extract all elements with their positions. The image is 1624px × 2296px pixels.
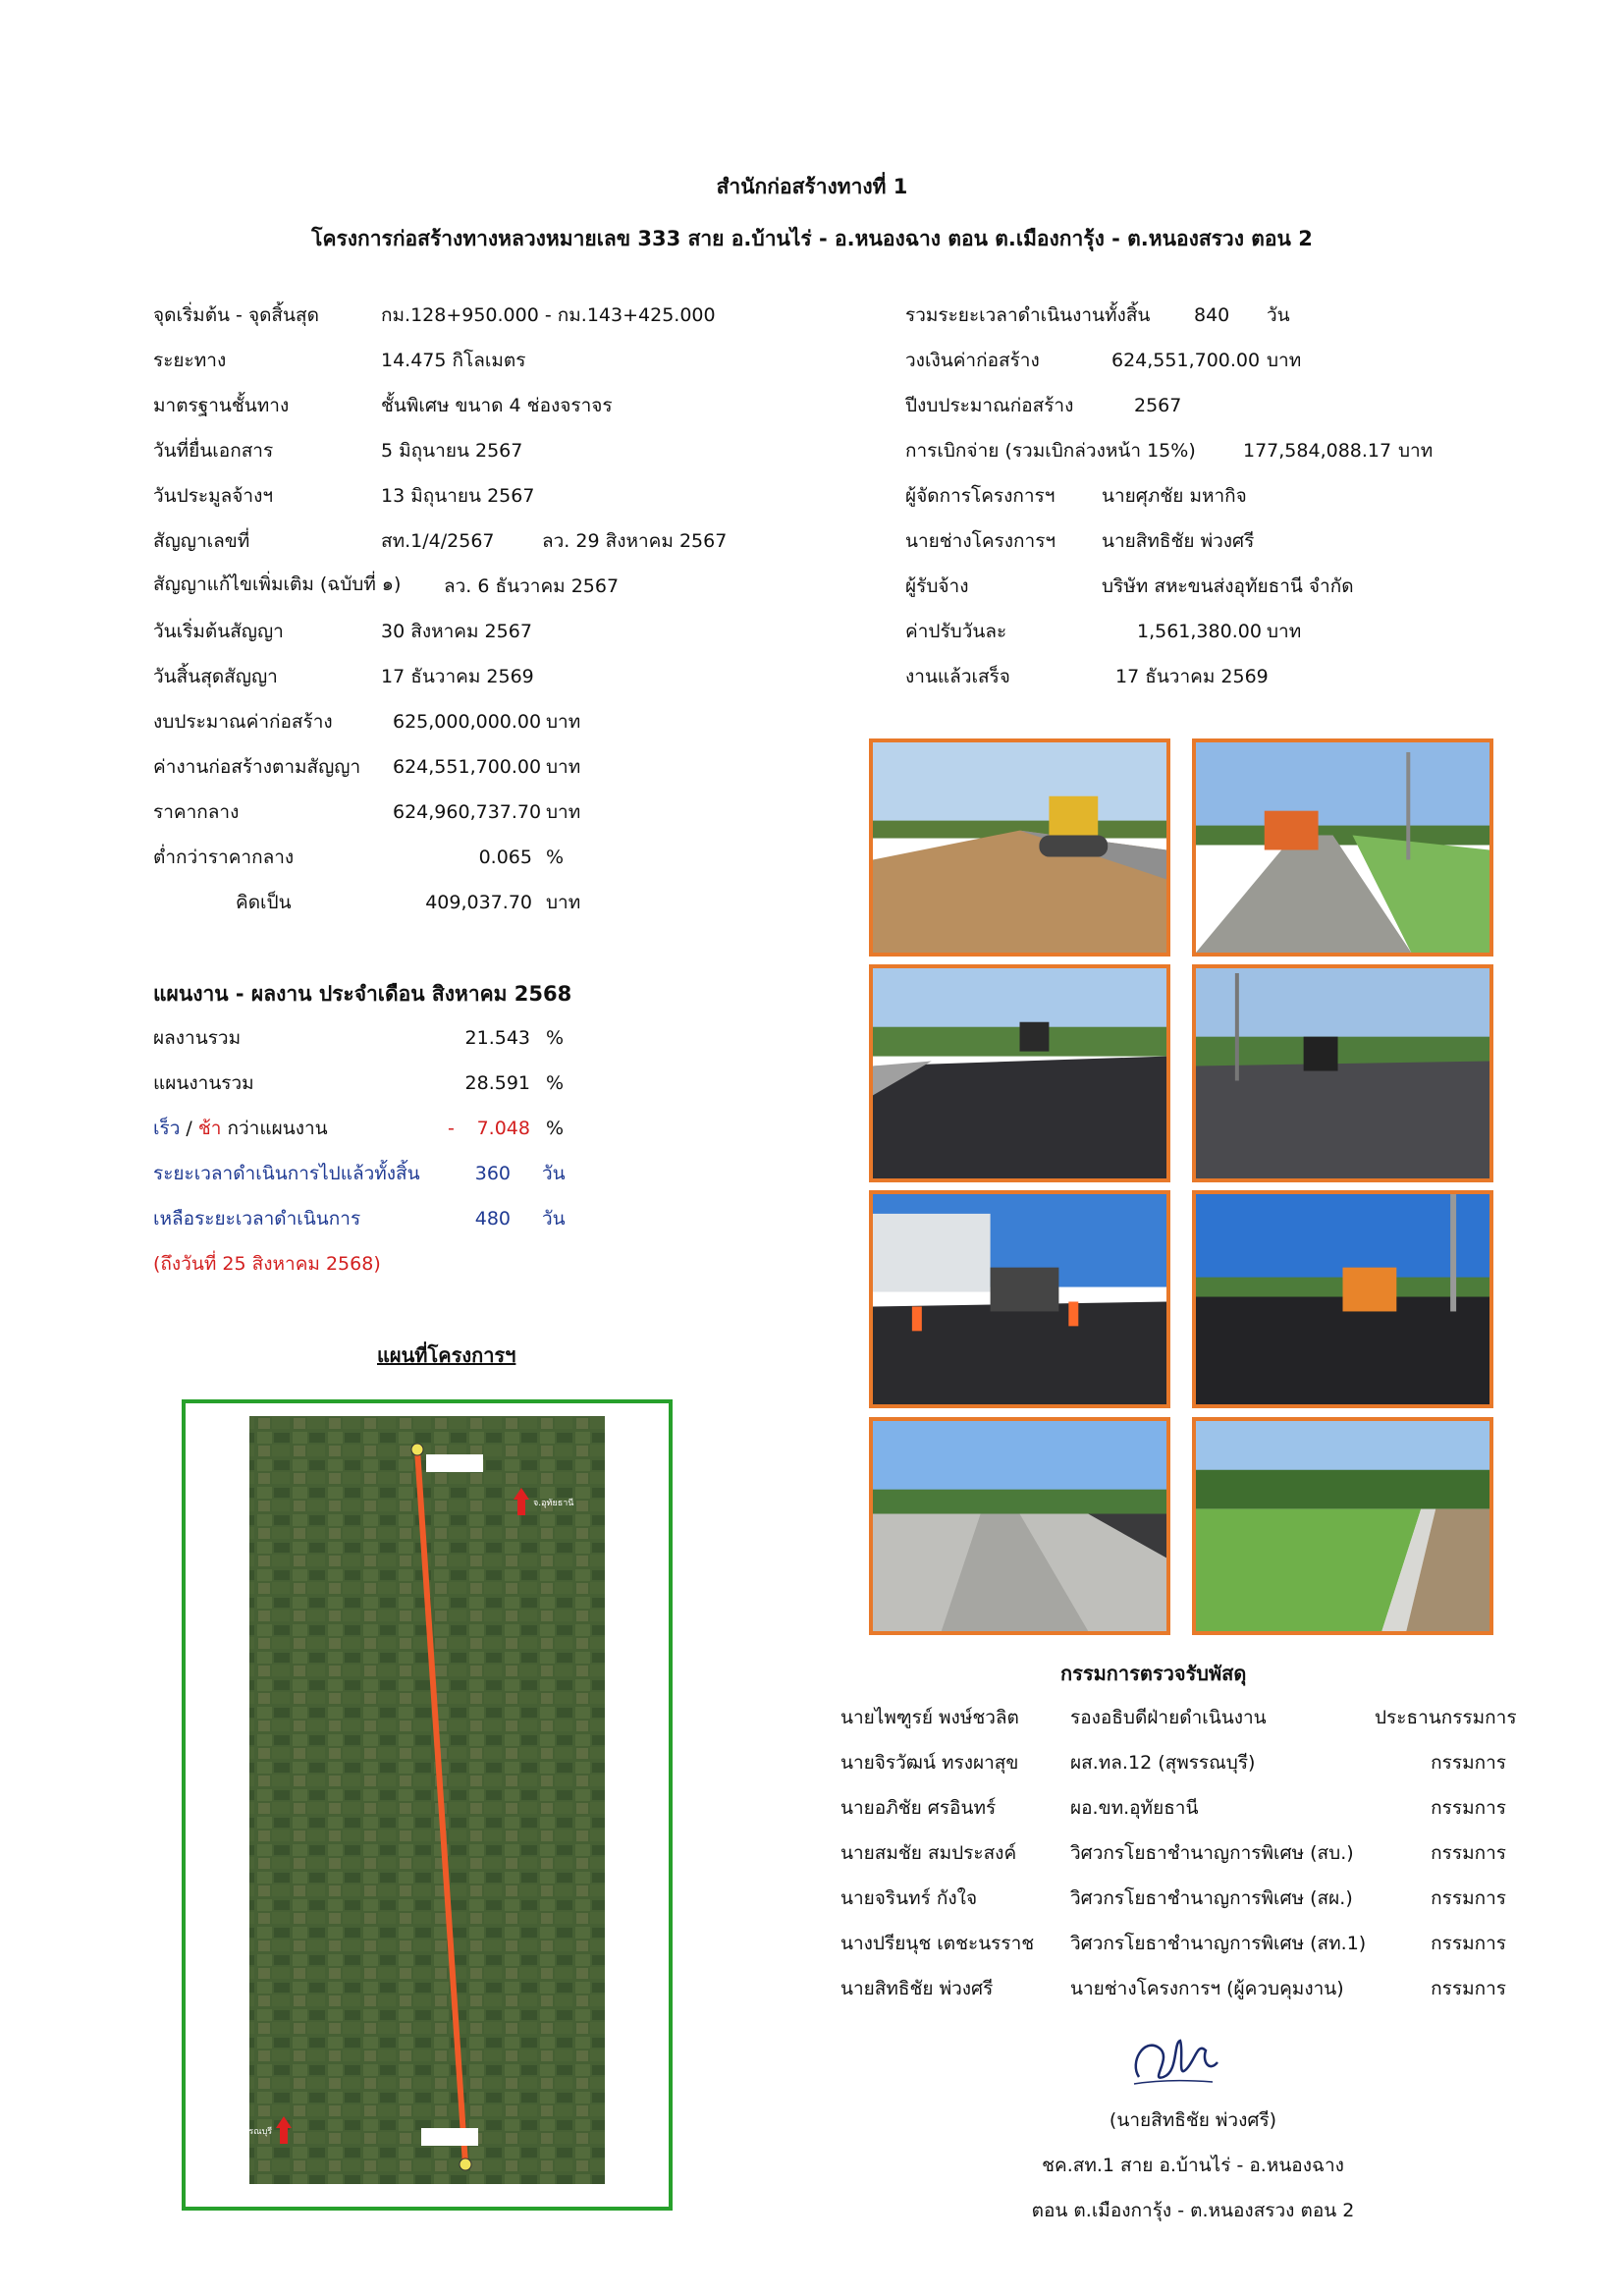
budget-value: 624,960,737.70 <box>393 801 542 823</box>
info-value: 17 ธันวาคม 2569 <box>1115 666 1269 687</box>
member-role: กรรมการ <box>1431 1842 1506 1864</box>
member-position: วิศวกรโยธาชำนาญการพิเศษ (สท.1) <box>1070 1933 1367 1954</box>
info-label: วงเงินค่าก่อสร้าง <box>905 350 1040 371</box>
info-value-date: ลว. 29 สิงหาคม 2567 <box>542 530 728 552</box>
percent-unit: % <box>546 1118 565 1139</box>
end-point <box>460 2159 471 2170</box>
info-label: วันที่ยื่นเอกสาร <box>153 440 274 462</box>
member-role: กรรมการ <box>1431 1797 1506 1819</box>
info-value: กม.128+950.000 - กม.143+425.000 <box>381 304 716 326</box>
member-name: นายจิรวัฒน์ ทรงผาสุข <box>840 1752 1019 1774</box>
info-value: บริษัท สหะขนส่งอุทัยธานี จำกัด <box>1102 575 1354 597</box>
south-label: จ.สุพรรณบุรี <box>225 2127 273 2137</box>
budget-value: 409,037.70 <box>425 892 532 913</box>
fast-slow-label <box>153 1118 328 1140</box>
work-done-value: 21.543 <box>464 1027 530 1049</box>
progress-title: แผนงาน - ผลงาน ประจำเดือน สิงหาคม 2568 <box>153 982 572 1006</box>
member-position: รองอธิบดีฝ่ายดำเนินงาน <box>1070 1707 1267 1728</box>
photo-road-gravel-roller <box>869 738 1170 957</box>
info-label: นายช่างโครงการฯ <box>905 530 1056 552</box>
budget-value: 624,551,700.00 <box>393 756 542 778</box>
member-role: กรรมการ <box>1431 1933 1506 1954</box>
info-label: รวมระยะเวลาดำเนินงานทั้งสิ้น <box>905 304 1151 326</box>
member-position: ผส.ทล.12 (สุพรรณบุรี) <box>1070 1752 1256 1774</box>
info-value: 1,561,380.00 <box>1137 621 1262 642</box>
elapsed-label: ระยะเวลาดำเนินการไปแล้วทั้งสิ้น <box>153 1163 420 1184</box>
info-label: ผู้รับจ้าง <box>905 575 969 597</box>
info-label: วันเริ่มต้นสัญญา <box>153 621 284 642</box>
day-unit: วัน <box>542 1163 566 1184</box>
project-map <box>182 1399 673 2211</box>
member-role: กรรมการ <box>1431 1752 1506 1774</box>
signature-image <box>1119 2023 1227 2102</box>
plan-value: 28.591 <box>464 1072 530 1094</box>
info-label: จุดเริ่มต้น - จุดสิ้นสุด <box>153 304 319 326</box>
info-unit: วัน <box>1267 304 1290 326</box>
member-name: นางปรียนุช เตชะนรราช <box>840 1933 1035 1954</box>
info-value: สท.1/4/2567 <box>381 530 495 552</box>
info-value: 5 มิถุนายน 2567 <box>381 440 523 462</box>
diff-value: 7.048 <box>476 1118 530 1139</box>
vs-plan-label: กว่าแผนงาน <box>227 1118 328 1139</box>
office-title: สำนักก่อสร้างทางที่ 1 <box>716 175 908 198</box>
info-label: สัญญาเลขที่ <box>153 530 250 552</box>
info-label: ค่าปรับวันละ <box>905 621 1007 642</box>
budget-label: งบประมาณค่าก่อสร้าง <box>153 711 333 733</box>
project-title: โครงการก่อสร้างทางหลวงหมายเลข 333 สาย อ.บ้านไร่ - อ.หนองฉาง ตอน ต.เมืองการุ้ง - ต.หนองสรวง ตอน 2 <box>311 227 1313 250</box>
info-value: 177,584,088.17 <box>1243 440 1392 462</box>
work-done-label: ผลงานรวม <box>153 1027 242 1049</box>
signer-position-line2: ตอน ต.เมืองการุ้ง - ต.หนองสรวง ตอน 2 <box>1031 2200 1355 2221</box>
info-label: วันสิ้นสุดสัญญา <box>153 666 278 687</box>
photo-road-base-grader <box>1192 738 1493 957</box>
as-of-date: (ถึงวันที่ 25 สิงหาคม 2568) <box>153 1253 381 1275</box>
slow-label: ช้า <box>197 1118 222 1139</box>
info-value: 840 <box>1194 304 1230 326</box>
member-name: นายสมชัย สมประสงค์ <box>840 1842 1017 1864</box>
percent-unit: % <box>546 1027 565 1049</box>
budget-label: ราคากลาง <box>153 801 240 823</box>
info-value: ลว. 6 ธันวาคม 2567 <box>444 575 620 597</box>
info-value: 30 สิงหาคม 2567 <box>381 621 532 642</box>
budget-value: 0.065 <box>478 847 532 868</box>
signer-position-line1: ชค.สท.1 สาย อ.บ้านไร่ - อ.หนองฉาง <box>1042 2155 1344 2176</box>
map-satellite <box>186 1403 669 2207</box>
start-point <box>411 1444 423 1455</box>
info-label: วันประมูลจ้างฯ <box>153 485 274 507</box>
info-label: ผู้จัดการโครงการฯ <box>905 485 1056 507</box>
north-label: จ.อุทัยธานี <box>533 1499 574 1508</box>
info-value: นายสิทธิชัย พ่วงศรี <box>1102 530 1255 552</box>
plan-label: แผนงานรวม <box>153 1072 254 1094</box>
member-name: นายสิทธิชัย พ่วงศรี <box>840 1978 994 1999</box>
photo-prime-coat <box>869 964 1170 1182</box>
info-value: นายศุภชัย มหากิจ <box>1102 485 1247 507</box>
remain-value: 480 <box>474 1208 511 1230</box>
map-title: แผนที่โครงการฯ <box>377 1343 516 1367</box>
budget-label: ต่ำกว่าราคากลาง <box>153 847 295 868</box>
member-name: นายจรินทร์ กังใจ <box>840 1887 978 1909</box>
member-position: วิศวกรโยธาชำนาญการพิเศษ (สผ.) <box>1070 1887 1353 1909</box>
end-label-box <box>421 2128 478 2146</box>
info-value: 2567 <box>1134 395 1182 416</box>
budget-label: ค่างานก่อสร้างตามสัญญา <box>153 756 361 778</box>
info-value: 624,551,700.00 <box>1111 350 1261 371</box>
member-position: วิศวกรโยธาชำนาญการพิเศษ (สบ.) <box>1070 1842 1354 1864</box>
signer-name: (นายสิทธิชัย พ่วงศรี) <box>1109 2109 1277 2131</box>
slash: / <box>186 1118 192 1139</box>
photo-drainage-curb <box>1192 1417 1493 1635</box>
photo-asphalt-roller <box>1192 1190 1493 1408</box>
remain-label: เหลือระยะเวลาดำเนินการ <box>153 1208 361 1230</box>
member-name: นายไพฑูรย์ พงษ์ชวลิต <box>840 1707 1019 1728</box>
info-label: ปีงบประมาณก่อสร้าง <box>905 395 1074 416</box>
info-value: 17 ธันวาคม 2569 <box>381 666 534 687</box>
info-label: สัญญาแก้ไขเพิ่มเติม (ฉบับที่ ๑) <box>153 574 402 595</box>
budget-value: 625,000,000.00 <box>393 711 542 733</box>
info-unit: บาท <box>1398 440 1434 462</box>
photo-asphalt-spray <box>1192 964 1493 1182</box>
info-value: 13 มิถุนายน 2567 <box>381 485 535 507</box>
elapsed-value: 360 <box>474 1163 511 1184</box>
member-role: กรรมการ <box>1431 1978 1506 1999</box>
member-name: นายอภิชัย ศรอินทร์ <box>840 1797 997 1819</box>
info-label: มาตรฐานชั้นทาง <box>153 395 290 416</box>
member-position: ผอ.ขท.อุทัยธานี <box>1070 1797 1199 1819</box>
budget-unit: บาท <box>546 711 581 733</box>
budget-unit: บาท <box>546 892 581 913</box>
member-role: กรรมการ <box>1431 1887 1506 1909</box>
info-label: การเบิกจ่าย (รวมเบิกล่วงหน้า 15%) <box>905 440 1196 462</box>
photo-concrete-lane <box>869 1417 1170 1635</box>
minus-sign: - <box>448 1118 455 1139</box>
info-label: งานแล้วเสร็จ <box>905 666 1010 687</box>
fast-label: เร็ว <box>153 1118 181 1139</box>
info-label: ระยะทาง <box>153 350 227 371</box>
photo-paving-crew <box>869 1190 1170 1408</box>
budget-unit: % <box>546 847 565 868</box>
committee-title: กรรมการตรวจรับพัสดุ <box>1060 1662 1247 1685</box>
budget-unit: บาท <box>546 801 581 823</box>
info-value: ชั้นพิเศษ ขนาด 4 ช่องจราจร <box>381 395 613 416</box>
budget-label: คิดเป็น <box>236 892 292 913</box>
budget-unit: บาท <box>546 756 581 778</box>
info-value: 14.475 กิโลเมตร <box>381 350 526 371</box>
info-unit: บาท <box>1267 350 1302 371</box>
day-unit: วัน <box>542 1208 566 1230</box>
start-label-box <box>426 1454 483 1472</box>
percent-unit: % <box>546 1072 565 1094</box>
member-position: นายช่างโครงการฯ (ผู้ควบคุมงาน) <box>1070 1978 1344 1999</box>
member-role: ประธานกรรมการ <box>1375 1707 1517 1728</box>
info-unit: บาท <box>1267 621 1302 642</box>
